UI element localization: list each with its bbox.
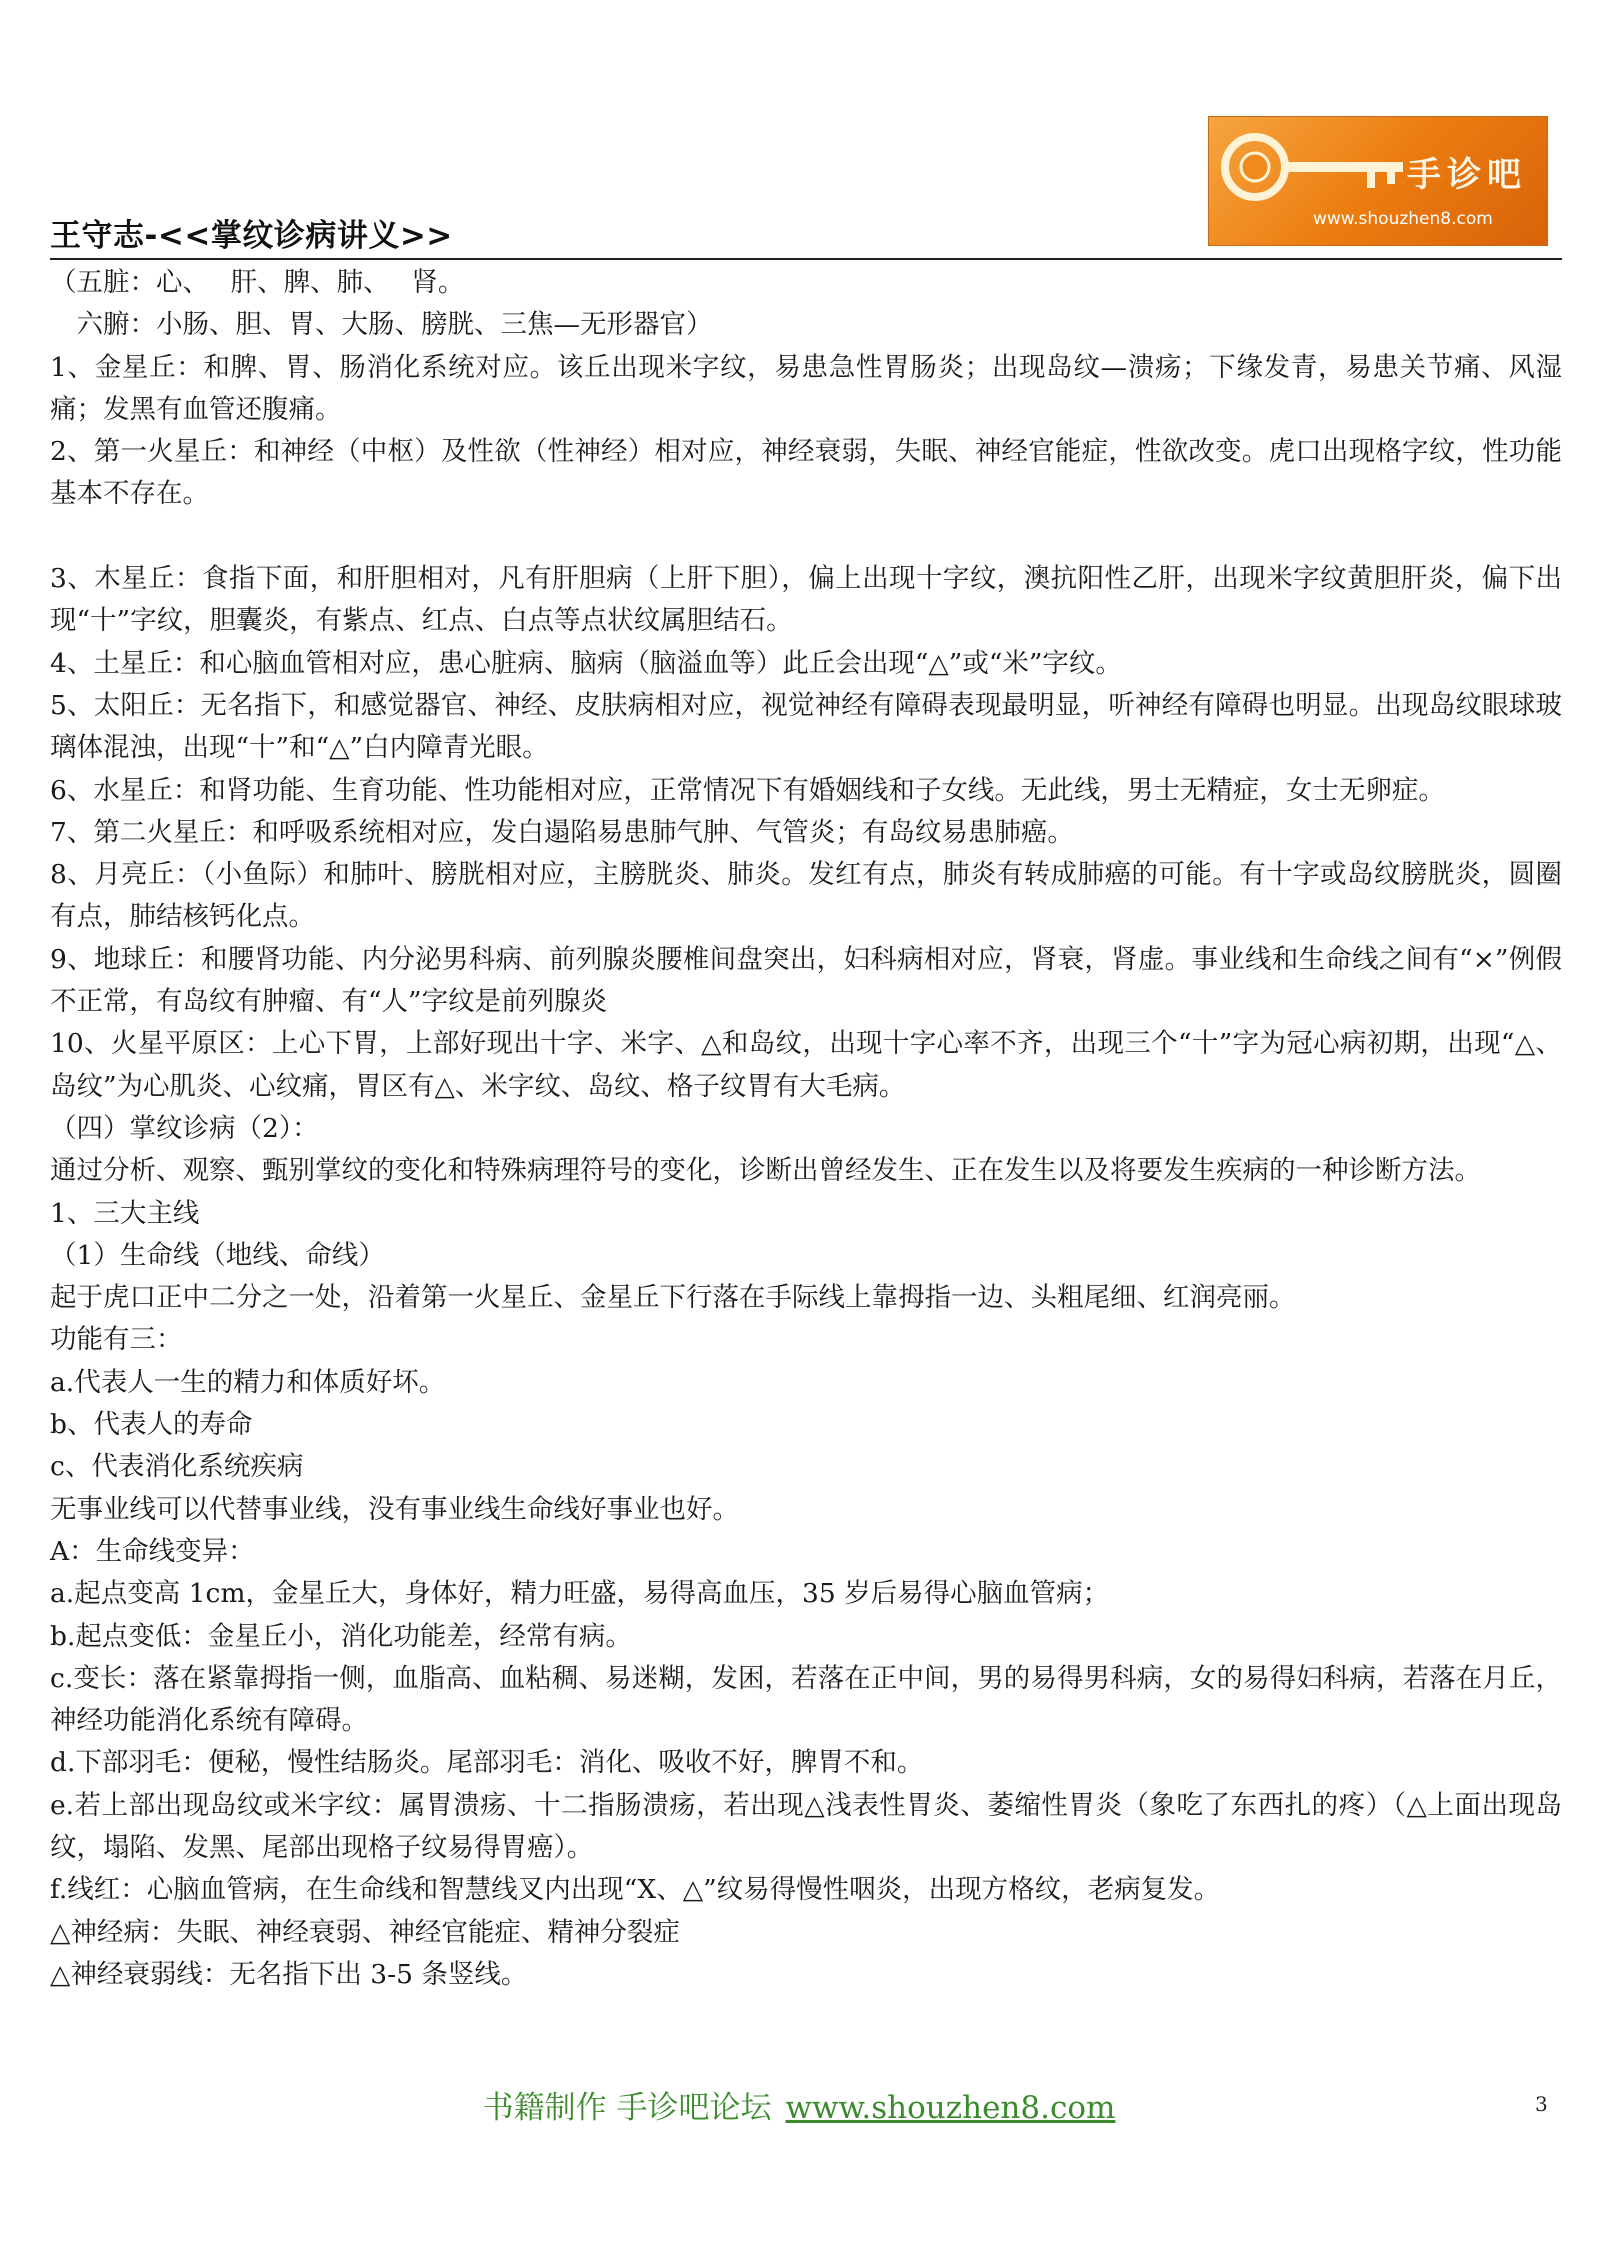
site-logo[interactable] [1208, 116, 1548, 246]
paragraph: 功能有三： [50, 1324, 183, 1356]
paragraph: 2、第一火星丘：和神经（中枢）及性欲（性神经）相对应，神经衰弱，失眠、神经官能症，性欲改变。虎口出现格字纹，性功能基本不存在。 [50, 436, 1562, 510]
paragraph: 六腑：小肠、胆、胃、大肠、膀胱、三焦—无形器官） [50, 309, 713, 341]
list-item: a.代表人一生的精力和体质好坏。 [50, 1366, 446, 1398]
paragraph: 1、金星丘：和脾、胃、肠消化系统对应。该丘出现米字纹，易患急性胃肠炎；出现岛纹—溃疡；下缘发青，易患关节痛、风湿痛；发黑有血管还腹痛。 [50, 351, 1562, 425]
page-footer [0, 2082, 1598, 2127]
paragraph: 无事业线可以代替事业线，没有事业线生命线好事业也好。 [50, 1493, 739, 1525]
paragraph: 9、地球丘：和腰肾功能、内分泌男科病、前列腺炎腰椎间盘突出，妇科病相对应，肾衰，肾虚。事业线和生命线之间有“×”例假不正常，有岛纹有肿瘤、有“人”字纹是前列腺炎 [50, 943, 1562, 1018]
paragraph: 6、水星丘：和肾功能、生育功能、性功能相对应，正常情况下有婚姻线和子女线。无此线，男士无精症，女士无卵症。 [50, 774, 1445, 806]
list-item: △神经衰弱线：无名指下出 3-5 条竖线。 [50, 1958, 528, 1990]
document-title: 王守志-<<掌纹诊病讲义>> [50, 218, 453, 254]
section-heading: A：生命线变异： [50, 1535, 255, 1567]
footer-text: 书籍制作 手诊吧论坛 [482, 2090, 772, 2126]
document-body [50, 262, 1562, 1996]
list-item: b、代表人的寿命 [50, 1409, 253, 1441]
list-item: b.起点变低：金星丘小，消化功能差，经常有病。 [50, 1620, 632, 1652]
paragraph: 通过分析、观察、甄别掌纹的变化和特殊病理符号的变化，诊断出曾经发生、正在发生以及将要发生疾病的一种诊断方法。 [50, 1155, 1481, 1187]
list-item: e.若上部出现岛纹或米字纹：属胃溃疡、十二指肠溃疡，若出现△浅表性胃炎、萎缩性胃炎（象吃了东西扎的疼）（△上面出现岛纹，塌陷、发黑、尾部出现格子纹易得胃癌）。 [50, 1789, 1562, 1863]
list-item: d.下部羽毛：便秘，慢性结肠炎。尾部羽毛：消化、吸收不好，脾胃不和。 [50, 1747, 924, 1779]
blank-line [50, 516, 1562, 558]
footer-url-link[interactable]: www.shouzhen8.com [785, 2090, 1116, 2126]
page-number: 3 [1535, 2092, 1548, 2116]
list-item: f.线红：心脑血管病，在生命线和智慧线叉内出现“X、△”纹易得慢性咽炎，出现方格纹，老病复发。 [50, 1874, 1221, 1906]
key-icon [1217, 127, 1407, 207]
logo-url: www.shouzhen8.com [1313, 209, 1493, 229]
paragraph: 10、火星平原区：上心下胃，上部好现出十字、米字、△和岛纹，出现十字心率不齐，出现三个“十”字为冠心病初期，出现“△、岛纹”为心肌炎、心纹痛，胃区有△、米字纹、岛纹、格子纹胃有大毛病。 [50, 1028, 1562, 1102]
list-item: c、代表消化系统疾病 [50, 1451, 304, 1483]
paragraph: （五脏：心、 肝、脾、肺、 肾。 [50, 267, 465, 298]
section-heading: 1、三大主线 [50, 1197, 200, 1229]
header-divider [50, 258, 1562, 260]
paragraph: 8、月亮丘：（小鱼际）和肺叶、膀胱相对应，主膀胱炎、肺炎。发红有点，肺炎有转成肺癌的可能。有十字或岛纹膀胱炎，圆圈有点，肺结核钙化点。 [50, 859, 1562, 933]
paragraph: 起于虎口正中二分之一处，沿着第一火星丘、金星丘下行落在手际线上靠拇指一边、头粗尾细、红润亮丽。 [50, 1282, 1296, 1314]
logo-name: 手诊吧 [1407, 155, 1527, 195]
section-heading: （1）生命线（地线、命线） [50, 1239, 385, 1271]
list-item: a.起点变高 1cm，金星丘大，身体好，精力旺盛，易得高血压，35 岁后易得心脑血管病； [50, 1578, 1110, 1610]
paragraph: 4、土星丘：和心脑血管相对应，患心脏病、脑病（脑溢血等）此丘会出现“△”或“米”字纹。 [50, 647, 1122, 679]
paragraph: 5、太阳丘：无名指下，和感觉器官、神经、皮肤病相对应，视觉神经有障碍表现最明显，听神经有障碍也明显。出现岛纹眼球玻璃体混浊，出现“十”和“△”白内障青光眼。 [50, 689, 1562, 764]
section-heading: （四）掌纹诊病（2）： [50, 1112, 319, 1144]
list-item: △神经病：失眠、神经衰弱、神经官能症、精神分裂症 [50, 1916, 680, 1948]
paragraph: 7、第二火星丘：和呼吸系统相对应，发白遢陷易患肺气肿、气管炎；有岛纹易患肺癌。 [50, 816, 1074, 848]
list-item: c.变长：落在紧靠拇指一侧，血脂高、血粘稠、易迷糊，发困，若落在正中间，男的易得男科病，女的易得妇科病，若落在月丘，神经功能消化系统有障碍。 [50, 1662, 1562, 1737]
paragraph: 3、木星丘：食指下面，和肝胆相对，凡有肝胆病（上肝下胆），偏上出现十字纹，澳抗阳性乙肝，出现米字纹黄胆肝炎，偏下出现“十”字纹，胆囊炎，有紫点、红点、白点等点状纹属胆结石。 [50, 563, 1562, 637]
